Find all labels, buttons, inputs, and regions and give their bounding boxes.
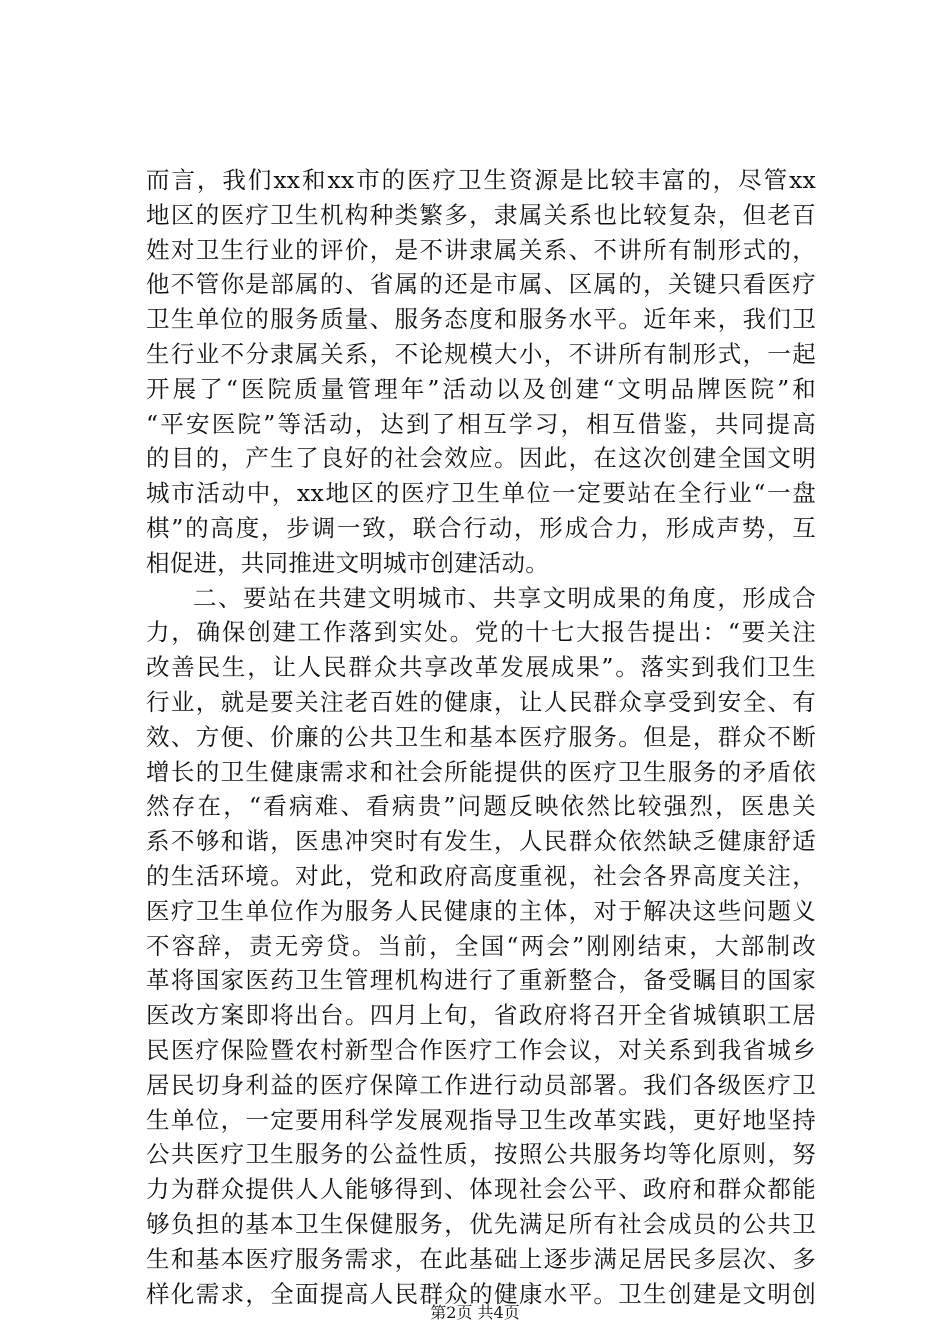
text-line: 增长的卫生健康需求和社会所能提供的医疗卫生服务的矛盾依	[146, 757, 816, 786]
text-line: “平安医院”等活动，达到了相互学习，相互借鉴，共同提高	[146, 409, 816, 438]
text-line: 改善民生，让人民群众共享改革发展成果”。落实到我们卫生	[146, 653, 816, 682]
text-line: 居民切身利益的医疗保障工作进行动员部署。我们各级医疗卫	[146, 1070, 816, 1099]
page-number-footer: 第2页 共4页	[430, 1303, 520, 1322]
text-line: 民医疗保险暨农村新型合作医疗工作会议，对关系到我省城乡	[146, 1035, 816, 1064]
text-line: 生和基本医疗服务需求，在此基础上逐步满足居民多层次、多	[146, 1244, 816, 1273]
paragraph-start-line: 二、要站在共建文明城市、共享文明成果的角度，形成合	[193, 583, 816, 612]
text-line: 力为群众提供人人能够得到、体现社会公平、政府和群众都能	[146, 1175, 816, 1204]
text-line: 力，确保创建工作落到实处。党的十七大报告提出：“要关注	[146, 618, 816, 647]
text-line: 生单位，一定要用科学发展观指导卫生改革实践，更好地坚持	[146, 1105, 816, 1134]
text-line: 够负担的基本卫生保健服务，优先满足所有社会成员的公共卫	[146, 1209, 816, 1238]
text-line: 开展了“医院质量管理年”活动以及创建“文明品牌医院”和	[146, 374, 816, 403]
text-line: 医疗卫生单位作为服务人民健康的主体，对于解决这些问题义	[146, 896, 816, 925]
text-line: 效、方便、价廉的公共卫生和基本医疗服务。但是，群众不断	[146, 722, 816, 751]
text-line: 棋”的高度，步调一致，联合行动，形成合力，形成声势，互	[146, 513, 816, 542]
text-line: 公共医疗卫生服务的公益性质，按照公共服务均等化原则，努	[146, 1140, 816, 1169]
text-line: 行业，就是要关注老百姓的健康，让人民群众享受到安全、有	[146, 687, 816, 716]
text-line: 他不管你是部属的、省属的还是市属、区属的，关键只看医疗	[146, 270, 816, 299]
document-body	[146, 163, 816, 1311]
text-line: 不容辞，责无旁贷。当前，全国“两会”刚刚结束，大部制改	[146, 931, 816, 960]
text-line: 然存在，“看病难、看病贵”问题反映依然比较强烈，医患关	[146, 792, 816, 821]
text-line: 而言，我们xx和xx市的医疗卫生资源是比较丰富的，尽管xx	[146, 166, 816, 194]
text-line: 卫生单位的服务质量、服务态度和服务水平。近年来，我们卫	[146, 305, 816, 334]
text-line: 的目的，产生了良好的社会效应。因此，在这次创建全国文明	[146, 444, 816, 473]
text-line: 城市活动中，xx地区的医疗卫生单位一定要站在全行业“一盘	[146, 479, 816, 508]
text-line: 生行业不分隶属关系，不论规模大小，不讲所有制形式，一起	[146, 339, 816, 368]
text-line: 系不够和谐，医患冲突时有发生，人民群众依然缺乏健康舒适	[146, 827, 816, 856]
text-line: 相促进，共同推进文明城市创建活动。	[146, 548, 549, 577]
text-line: 地区的医疗卫生机构种类繁多，隶属关系也比较复杂，但老百	[146, 200, 816, 229]
text-line: 样化需求，全面提高人民群众的健康水平。卫生创建是文明创	[146, 1279, 816, 1308]
text-line: 的生活环境。对此，党和政府高度重视，社会各界高度关注，	[146, 861, 816, 890]
text-line: 革将国家医药卫生管理机构进行了重新整合，备受瞩目的国家	[146, 966, 816, 995]
text-line: 姓对卫生行业的评价，是不讲隶属关系、不讲所有制形式的，	[146, 235, 816, 264]
text-line: 医改方案即将出台。四月上旬，省政府将召开全省城镇职工居	[146, 1001, 816, 1030]
